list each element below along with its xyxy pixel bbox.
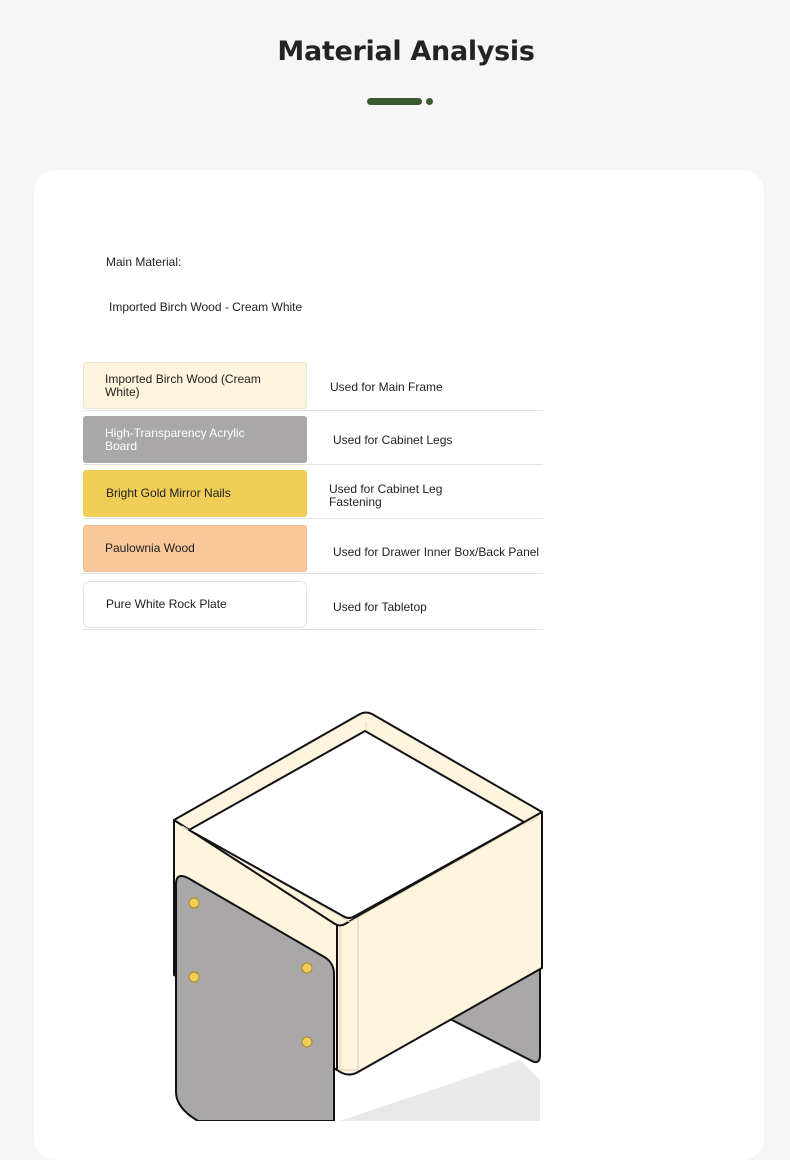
- material-use: Used for Main Frame: [330, 380, 443, 394]
- material-swatch-birch: [83, 362, 307, 409]
- main-material-value: Imported Birch Wood - Cream White: [109, 300, 303, 314]
- gold-nail: [302, 1037, 312, 1047]
- title-underline-dot: [426, 98, 433, 105]
- material-use: Used for Cabinet Leg Fastening: [329, 482, 443, 509]
- gold-nail: [302, 963, 312, 973]
- material-name: Imported Birch Wood (Cream White): [105, 371, 261, 399]
- material-name: High-Transparency Acrylic Board: [105, 425, 245, 453]
- material-row: [83, 525, 543, 574]
- floor-shadow: [340, 1060, 540, 1121]
- material-name: Pure White Rock Plate: [106, 597, 227, 611]
- main-material-label: Main Material:: [106, 255, 182, 269]
- nightstand-illustration: [160, 700, 560, 1121]
- material-row: [83, 470, 543, 519]
- gold-nail: [189, 898, 199, 908]
- material-row: [83, 362, 543, 411]
- title-underline-bar: [367, 98, 422, 105]
- material-name: Bright Gold Mirror Nails: [106, 486, 231, 500]
- title-underline-decoration: [367, 98, 437, 105]
- material-row: [83, 416, 543, 465]
- material-use: Used for Cabinet Legs: [333, 433, 453, 447]
- material-use: Used for Tabletop: [333, 600, 427, 614]
- material-swatch-rock-plate: [83, 581, 307, 628]
- page-title: Material Analysis: [277, 36, 535, 67]
- material-use: Used for Drawer Inner Box/Back Panel: [333, 545, 540, 559]
- gold-nail: [189, 972, 199, 982]
- front-corner-trim: [340, 918, 358, 1070]
- material-swatch-paulownia: [83, 525, 307, 572]
- material-row: [83, 581, 543, 630]
- material-name: Paulownia Wood: [105, 541, 195, 555]
- material-swatch-gold-nails: [83, 470, 307, 517]
- material-swatch-acrylic: [83, 416, 307, 463]
